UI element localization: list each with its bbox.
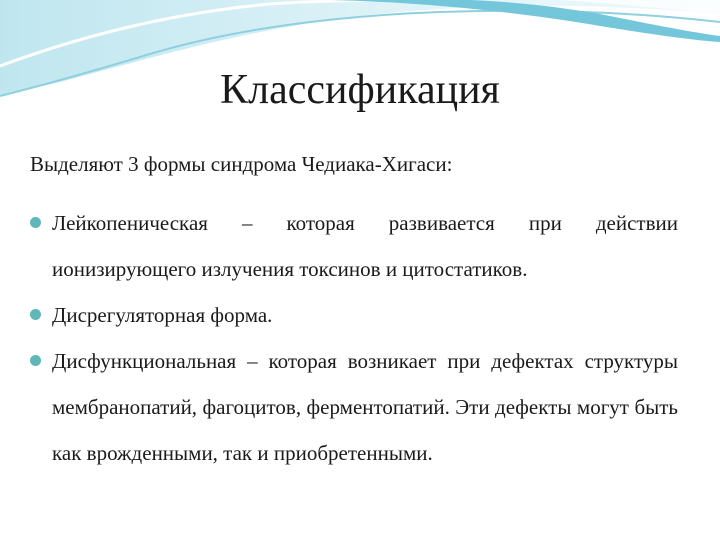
- list-item-text: Дисрегуляторная форма.: [52, 303, 273, 327]
- list-item: [30, 338, 678, 476]
- list-item: [30, 200, 678, 292]
- bullet-icon: [30, 217, 41, 228]
- bullet-icon: [30, 355, 41, 366]
- intro-text: Выделяют 3 формы синдрома Чедиака-Хигаси:: [30, 152, 453, 176]
- list-item: [30, 292, 678, 338]
- forms-list: [30, 200, 678, 476]
- bullet-icon: [30, 309, 41, 320]
- list-item-text: Лейкопеническая – которая развивается при действии ионизирующего излучения токсинов и цитостатиков.: [52, 211, 678, 281]
- list-item-text: Дисфункциональная – которая возникает при дефектах структуры мембранопатий, фагоцитов, ферментопатий. Эти дефекты могут быть как врожденными, так и приобретенными.: [52, 349, 678, 465]
- slide-title: Классификация: [220, 67, 500, 113]
